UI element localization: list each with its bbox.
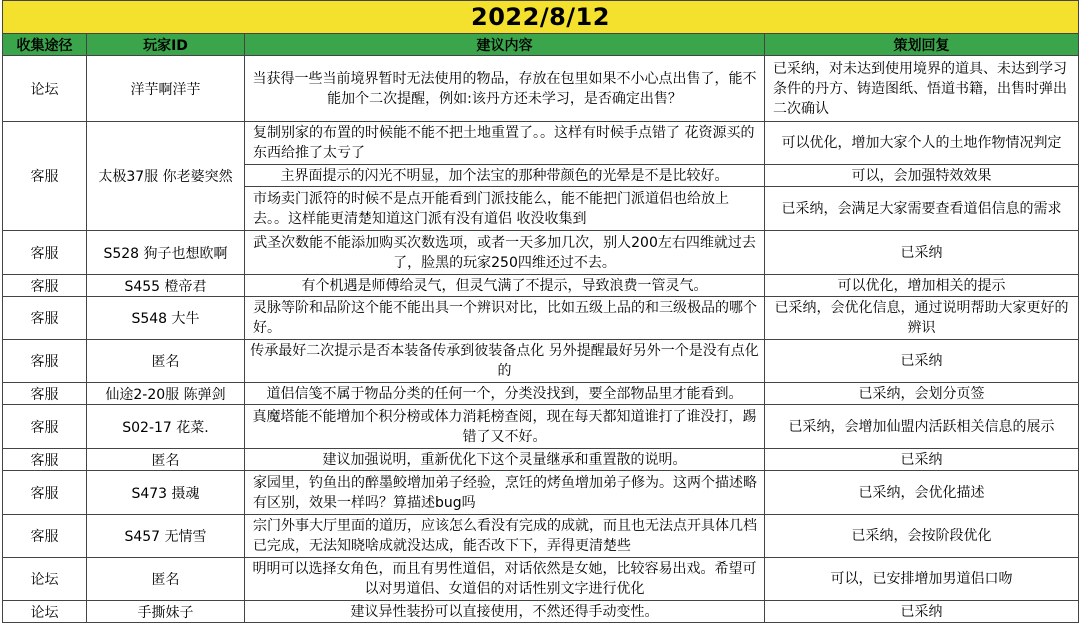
player-cell: 太极37服 你老婆突然 <box>87 122 245 231</box>
feedback-table <box>2 0 1079 623</box>
reply-cell: 可以优化，增加大家个人的土地作物情况判定 <box>765 122 1079 165</box>
table-row <box>3 515 1079 558</box>
spreadsheet <box>2 0 1078 623</box>
player-cell: 匿名 <box>87 449 245 471</box>
reply-cell: 已采纳，会优化描述 <box>765 471 1079 515</box>
source-cell: 客服 <box>3 231 87 275</box>
source-cell: 客服 <box>3 383 87 405</box>
player-cell: S528 狗子也想欧啊 <box>87 231 245 275</box>
suggestion-cell: 武圣次数能不能添加购买次数选项，或者一天多加几次，别人200左右四维就过去了，脸黑的玩家250四维还过不去。 <box>245 231 765 275</box>
reply-cell: 已采纳，会增加仙盟内活跃相关信息的展示 <box>765 405 1079 449</box>
reply-cell: 已采纳 <box>765 340 1079 383</box>
header-suggestion: 建议内容 <box>245 34 765 56</box>
suggestion-cell: 明明可以选择女角色，而且有男性道侣，对话依然是女她，比较容易出戏。希望可以对男道侣、女道侣的对话性别文字进行优化 <box>245 558 765 601</box>
source-cell: 客服 <box>3 297 87 340</box>
reply-cell: 已采纳，会划分页签 <box>765 383 1079 405</box>
table-row <box>3 383 1079 405</box>
sheet-title: 2022/8/12 <box>3 1 1079 34</box>
reply-cell: 已采纳，会满足大家需要查看道侣信息的需求 <box>765 187 1079 231</box>
source-cell: 客服 <box>3 471 87 515</box>
suggestion-cell: 复制别家的布置的时候能不能不把土地重置了。。这样有时候手点错了 花资源买的东西给推了太亏了 <box>245 122 765 165</box>
header-source: 收集途径 <box>3 34 87 56</box>
source-cell: 客服 <box>3 449 87 471</box>
source-cell: 论坛 <box>3 558 87 601</box>
suggestion-cell: 市场卖门派符的时候不是点开能看到门派技能么，能不能把门派道侣也给放上去。。这样能更清楚知道这门派有没有道侣 收没收集到 <box>245 187 765 231</box>
suggestion-cell: 建议异性装扮可以直接使用，不然还得手动变性。 <box>245 601 765 623</box>
suggestion-cell: 灵脉等阶和品阶这个能不能出具一个辨识对比，比如五级上品的和三级极品的哪个好。 <box>245 297 765 340</box>
suggestion-cell: 传承最好二次提示是否本装备传承到彼装备点化 另外提醒最好另外一个是没有点化的 <box>245 340 765 383</box>
suggestion-cell: 主界面提示的闪光不明显，加个法宝的那种带颜色的光晕是不是比较好。 <box>245 165 765 187</box>
player-cell: 洋芋啊洋芋 <box>87 56 245 122</box>
reply-cell: 可以，会加强特效效果 <box>765 165 1079 187</box>
reply-cell: 已采纳，会按阶段优化 <box>765 515 1079 558</box>
table-row <box>3 405 1079 449</box>
table-row <box>3 471 1079 515</box>
suggestion-cell: 当获得一些当前境界暂时无法使用的物品，存放在包里如果不小心点出售了，能不能加个二次提醒，例如:该丹方还未学习，是否确定出售？ <box>245 56 765 122</box>
source-cell: 论坛 <box>3 56 87 122</box>
suggestion-cell: 建议加强说明，重新优化下这个灵量继承和重置散的说明。 <box>245 449 765 471</box>
player-cell: 手撕妹子 <box>87 601 245 623</box>
player-cell: 匿名 <box>87 340 245 383</box>
player-cell: S548 大牛 <box>87 297 245 340</box>
player-cell: S02-17 花菜. <box>87 405 245 449</box>
table-row <box>3 601 1079 623</box>
source-cell: 客服 <box>3 515 87 558</box>
header-reply: 策划回复 <box>765 34 1079 56</box>
source-cell: 客服 <box>3 340 87 383</box>
player-cell: 仙途2-20服 陈弹剑 <box>87 383 245 405</box>
suggestion-cell: 真魔塔能不能增加个积分榜或体力消耗榜查阅，现在每天都知道谁打了谁没打，踢错了又不好。 <box>245 405 765 449</box>
reply-cell: 已采纳，会优化信息，通过说明帮助大家更好的辨识 <box>765 297 1079 340</box>
reply-cell: 已采纳 <box>765 601 1079 623</box>
suggestion-cell: 家园里，钓鱼出的醉墨鲛增加弟子经验，烹饪的烤鱼增加弟子修为。这两个描述略有区别，效果一样吗？算描述bug吗 <box>245 471 765 515</box>
player-cell: S457 无情雪 <box>87 515 245 558</box>
source-cell: 客服 <box>3 275 87 297</box>
player-cell: S455 橙帝君 <box>87 275 245 297</box>
reply-cell: 可以优化，增加相关的提示 <box>765 275 1079 297</box>
suggestion-cell: 道侣信笺不属于物品分类的任何一个，分类没找到，要全部物品里才能看到。 <box>245 383 765 405</box>
suggestion-cell: 宗门外事大厅里面的道历，应该怎么看没有完成的成就，而且也无法点开具体几档已完成，无法知晓啥成就没达成，能否改下下，弄得更清楚些 <box>245 515 765 558</box>
source-cell: 论坛 <box>3 601 87 623</box>
table-row <box>3 297 1079 340</box>
suggestion-cell: 有个机遇是师傅给灵气，但灵气满了不提示，导致浪费一管灵气。 <box>245 275 765 297</box>
reply-cell: 已采纳，对未达到使用境界的道具、未达到学习条件的丹方、铸造图纸、悟道书籍，出售时弹出二次确认 <box>765 56 1079 122</box>
table-row <box>3 275 1079 297</box>
source-cell: 客服 <box>3 122 87 231</box>
reply-cell: 可以，已安排增加男道侣口吻 <box>765 558 1079 601</box>
table-row <box>3 340 1079 383</box>
source-cell: 客服 <box>3 405 87 449</box>
table-row <box>3 449 1079 471</box>
table-row <box>3 231 1079 275</box>
table-row <box>3 122 1079 165</box>
reply-cell: 已采纳 <box>765 449 1079 471</box>
table-row <box>3 558 1079 601</box>
player-cell: 匿名 <box>87 558 245 601</box>
player-cell: S473 摄魂 <box>87 471 245 515</box>
reply-cell: 已采纳 <box>765 231 1079 275</box>
header-player: 玩家ID <box>87 34 245 56</box>
table-row <box>3 56 1079 122</box>
